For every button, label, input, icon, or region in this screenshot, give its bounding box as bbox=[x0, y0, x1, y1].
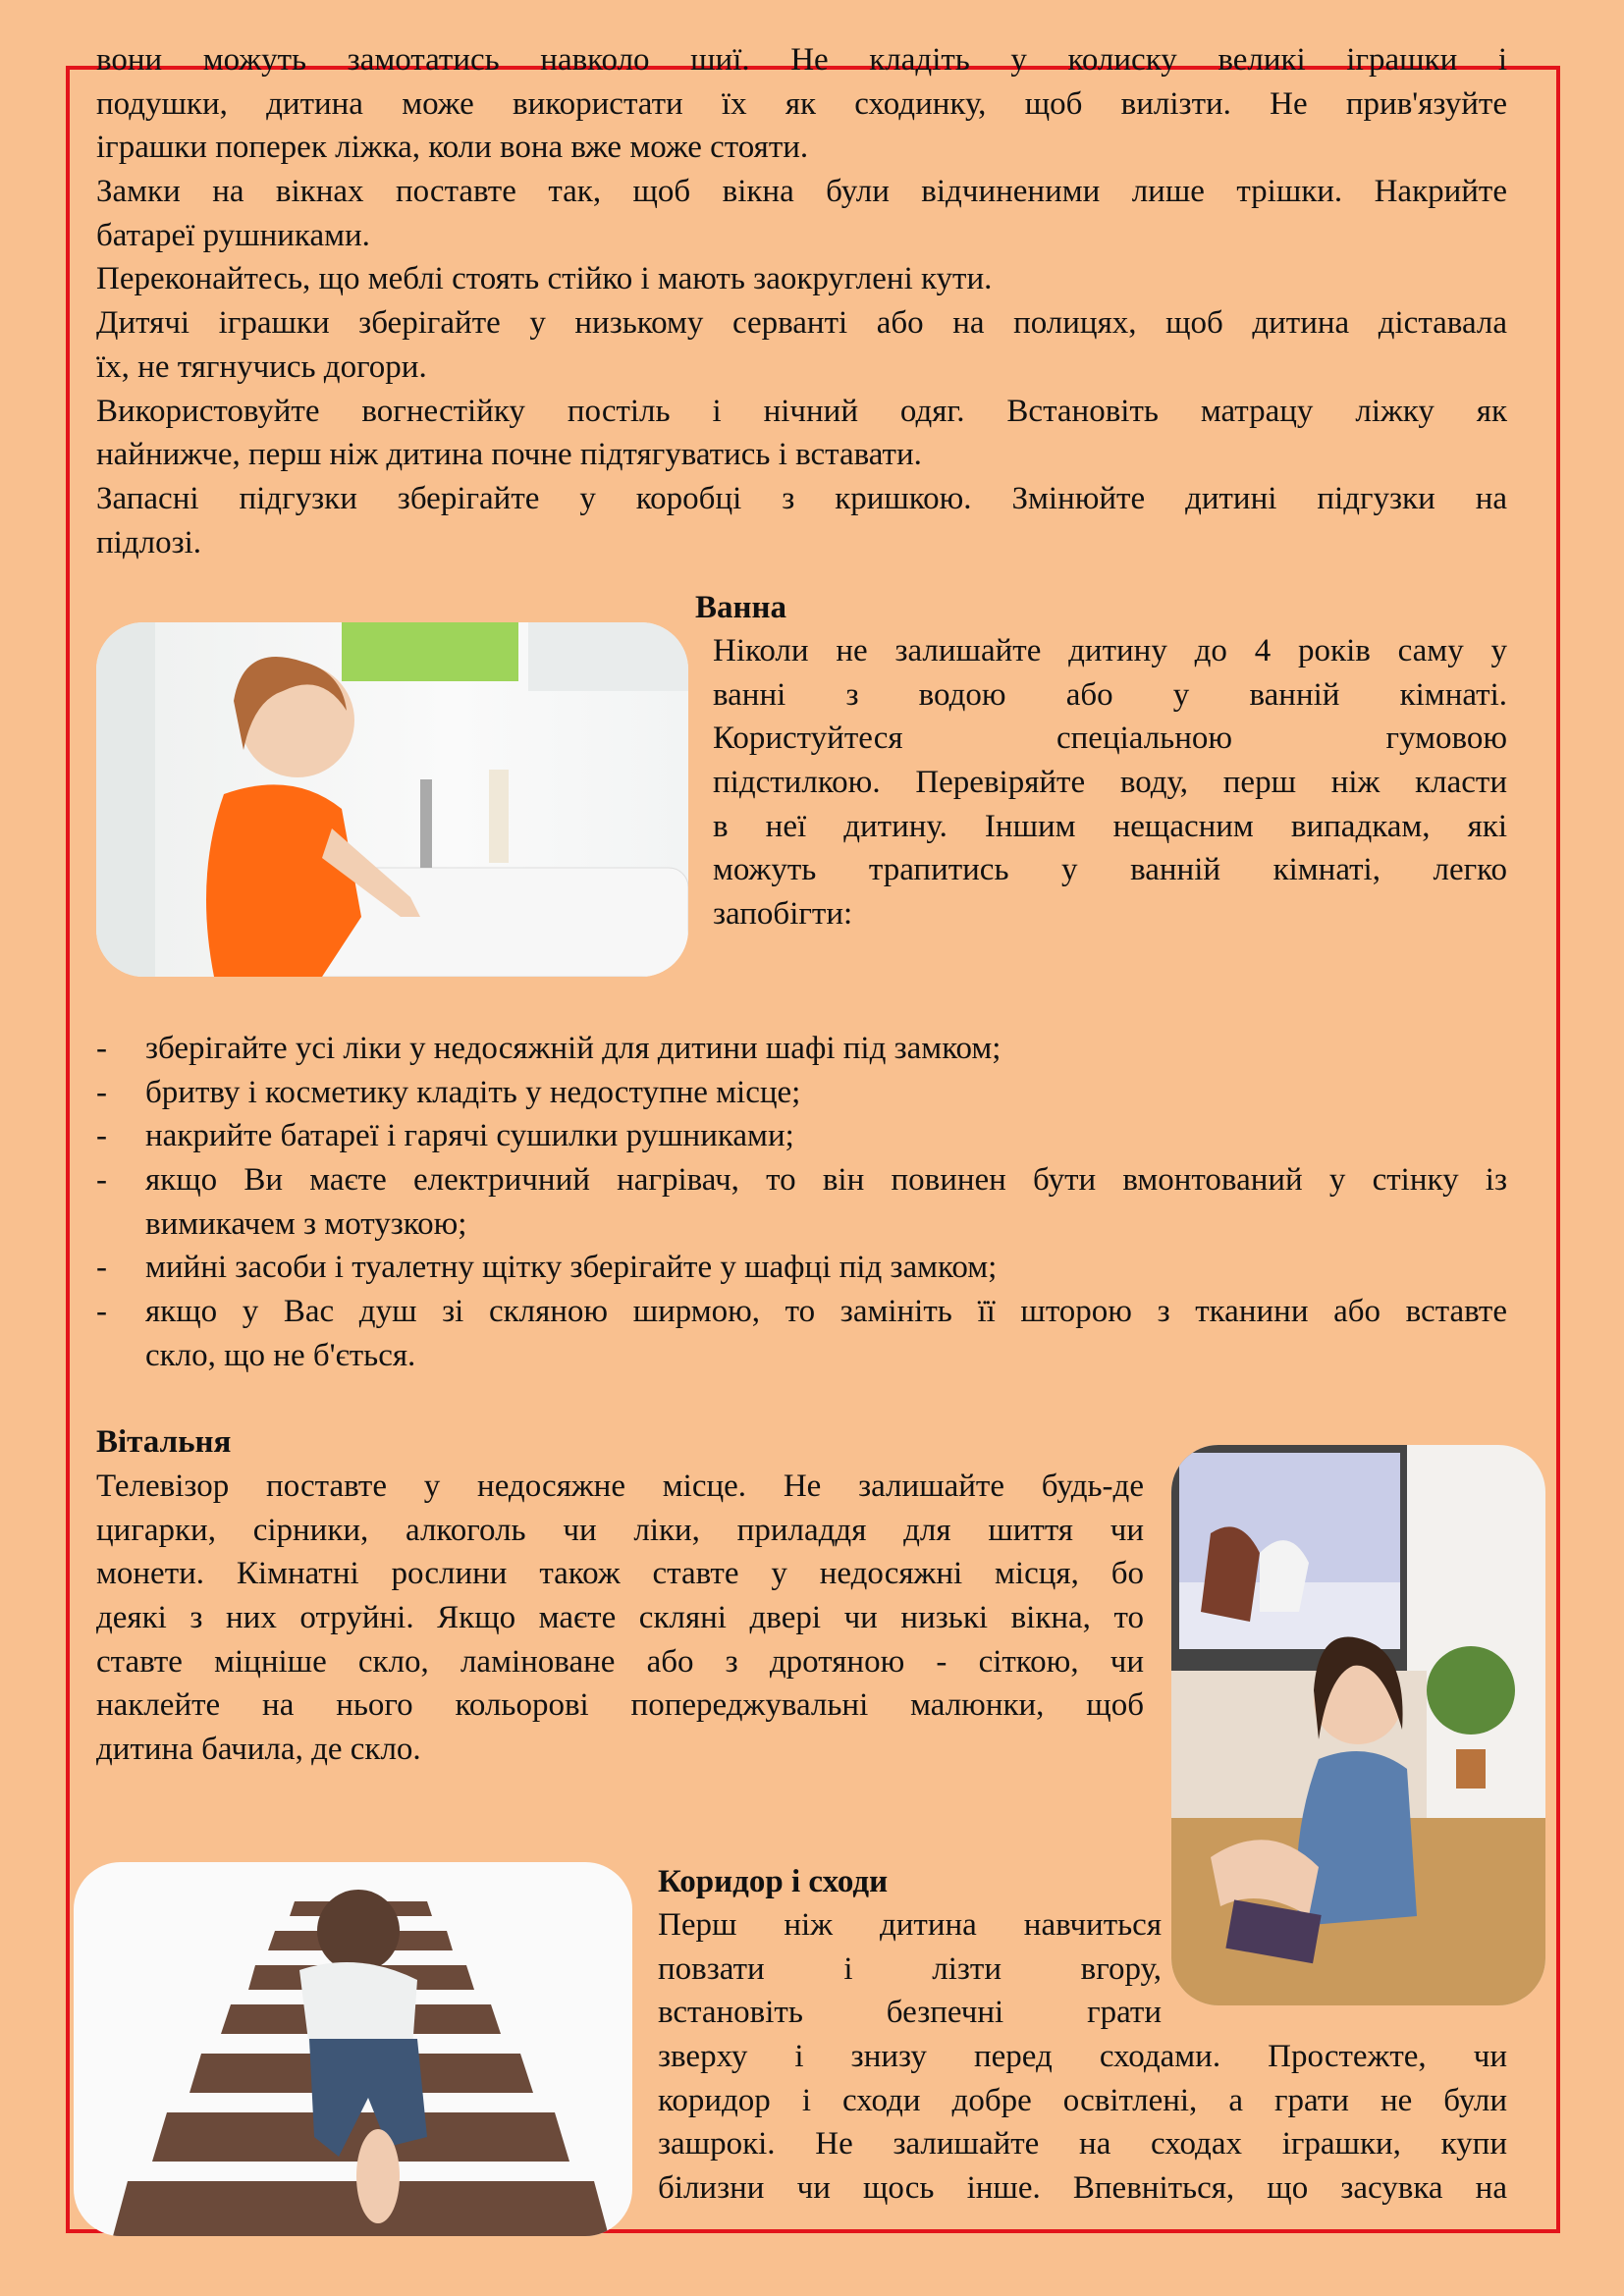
list-item bbox=[96, 1290, 1507, 1377]
list-dash: - bbox=[96, 1031, 107, 1066]
text-line: підстилкою. Перевіряйте воду, перш ніж класти bbox=[713, 765, 1507, 801]
bath-text bbox=[713, 629, 1507, 936]
text-line: встановіть безпечні грати bbox=[658, 1995, 1162, 2031]
text-line: ванні з водою або у ванній кімнаті. bbox=[713, 676, 1507, 713]
text-line: можуть трапитись у ванній кімнаті, легко bbox=[713, 852, 1507, 888]
text-line: ставте міцніше скло, ламіноване або з дротяною - сіткою, чи bbox=[96, 1643, 1144, 1680]
living-text bbox=[96, 1465, 1144, 1772]
list-item bbox=[96, 1158, 1507, 1246]
corridor-text-wide bbox=[658, 2035, 1507, 2211]
text-line: цигарки, сірники, алкоголь чи ліки, приладдя для шиття чи bbox=[96, 1512, 1144, 1548]
text-line: Переконайтесь, що меблі стоять стійко і мають заокруглені кути. bbox=[96, 261, 993, 297]
text-line: подушки, дитина може використати їх як сходинку, щоб вилізти. Не прив'язуйте bbox=[96, 85, 1507, 122]
bath-heading: Ванна bbox=[695, 590, 787, 625]
text-line: Використовуйте вогнестійку постіль і нічний одяг. Встановіть матрацу ліжку як bbox=[96, 393, 1507, 429]
text-line: запобігти: bbox=[713, 896, 853, 933]
text-line: Перш ніж дитина навчиться bbox=[658, 1907, 1162, 1943]
list-item-text: накрийте батареї і гарячі сушилки рушниками; bbox=[145, 1118, 794, 1154]
list-item-text: зберігайте усі ліки у недосяжній для дитини шафі під замком; bbox=[145, 1031, 1001, 1066]
list-item-text: вимикачем з мотузкою; bbox=[145, 1205, 467, 1242]
text-line: дитина бачила, де скло. bbox=[96, 1732, 421, 1768]
list-dash: - bbox=[96, 1162, 107, 1199]
bath-photo bbox=[96, 622, 688, 977]
list-item bbox=[96, 1027, 1507, 1071]
stairs-photo bbox=[74, 1862, 632, 2236]
list-item bbox=[96, 1114, 1507, 1158]
text-line: білизни чи щось інше. Впевніться, що засувка на bbox=[658, 2170, 1507, 2207]
text-line: найнижче, перш ніж дитина почне підтягуватись і вставати. bbox=[96, 437, 922, 473]
list-item bbox=[96, 1246, 1507, 1290]
bath-list bbox=[96, 1027, 1507, 1378]
text-line: зверху і знизу перед сходами. Простежте, чи bbox=[658, 2039, 1507, 2074]
list-item-text: скло, що не б'ється. bbox=[145, 1337, 416, 1373]
list-dash: - bbox=[96, 1294, 107, 1330]
text-line: Замки на вікнах поставте так, щоб вікна були відчиненими лише трішки. Накрийте bbox=[96, 174, 1507, 210]
corridor-text-narrow bbox=[658, 1903, 1162, 2035]
list-dash: - bbox=[96, 1074, 107, 1110]
text-line: коридор і сходи добре освітлені, а грати не були bbox=[658, 2082, 1507, 2118]
text-line: деякі з них отруйні. Якщо маєте скляні двері чи низькі вікна, то bbox=[96, 1600, 1144, 1636]
text-line: Ніколи не залишайте дитину до 4 років саму у bbox=[713, 633, 1507, 668]
text-line: їх, не тягнучись догори. bbox=[96, 348, 427, 385]
list-item bbox=[96, 1071, 1507, 1115]
text-line: Запасні підгузки зберігайте у коробці з кришкою. Змінюйте дитині підгузки на bbox=[96, 480, 1507, 516]
text-line: підлозі. bbox=[96, 524, 202, 561]
text-line: монети. Кімнатні рослини також ставте у недосяжні місця, бо bbox=[96, 1556, 1144, 1592]
living-room-photo bbox=[1171, 1445, 1545, 2005]
list-dash: - bbox=[96, 1250, 107, 1286]
text-line: Дитячі іграшки зберігайте у низькому серванті або на полицях, щоб дитина діставала bbox=[96, 305, 1507, 342]
list-item-text: якщо Ви маєте електричний нагрівач, то він повинен бути вмонтований у стінку із bbox=[145, 1162, 1507, 1199]
text-line: повзати і лізти вгору, bbox=[658, 1950, 1162, 1987]
list-dash: - bbox=[96, 1118, 107, 1154]
living-heading: Вітальня bbox=[96, 1424, 232, 1460]
living-illustration bbox=[1171, 1445, 1545, 2005]
intro-text bbox=[96, 38, 1507, 564]
text-line: Користуйтеся спеціальною гумовою bbox=[713, 721, 1507, 757]
text-line: Телевізор поставте у недосяжне місце. Не залишайте будь-де bbox=[96, 1468, 1144, 1504]
corridor-heading: Коридор і сходи bbox=[658, 1864, 889, 1899]
text-line: вони можуть замотатись навколо шиї. Не кладіть у колиску великі іграшки і bbox=[96, 42, 1507, 78]
list-item-text: бритву і косметику кладіть у недоступне місце; bbox=[145, 1074, 801, 1110]
text-line: зашрокі. Не залишайте на сходах іграшки, купи bbox=[658, 2126, 1507, 2163]
list-item-text: мийні засоби і туалетну щітку зберігайте у шафці під замком; bbox=[145, 1250, 998, 1286]
text-line: наклейте на нього кольорові попереджувальні малюнки, щоб bbox=[96, 1687, 1144, 1724]
text-line: батареї рушниками. bbox=[96, 217, 370, 253]
text-line: іграшки поперек ліжка, коли вона вже може стояти. bbox=[96, 130, 809, 166]
stairs-illustration bbox=[74, 1862, 632, 2236]
list-item-text: якщо у Вас душ зі скляною ширмою, то замініть її шторою з тканини або вставте bbox=[145, 1294, 1507, 1330]
bath-illustration bbox=[96, 622, 688, 977]
text-line: в неї дитину. Іншим нещасним випадкам, які bbox=[713, 808, 1507, 844]
